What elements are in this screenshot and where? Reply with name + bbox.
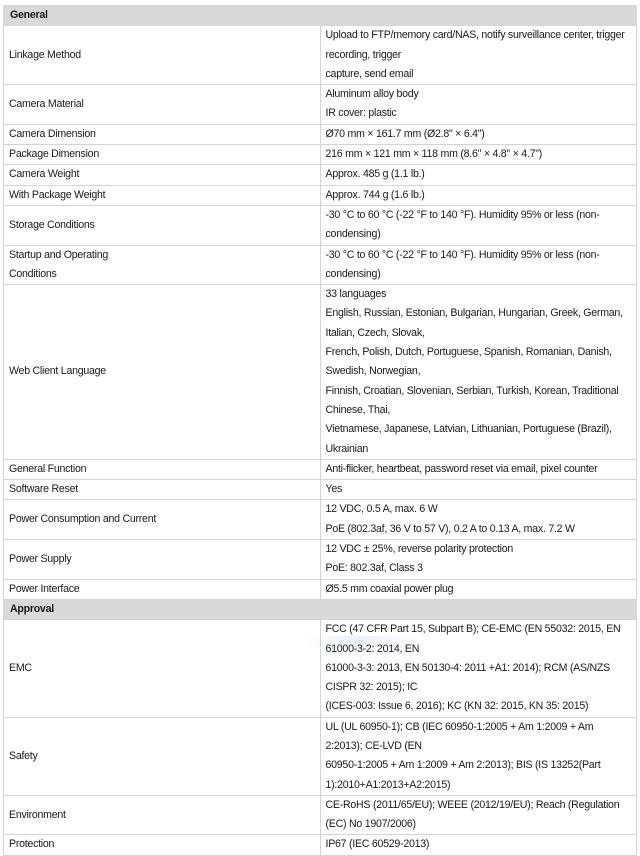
spec-row-web-client-language [4,285,637,460]
spec-label-line: Power Consumption and Current [9,513,157,526]
spec-value-line: Approx. 744 g (1.6 lb.) [325,188,425,201]
spec-row-environment [4,795,637,835]
spec-value [320,717,637,795]
spec-value-line: 1):2010+A1:2013+A2:2015) [325,778,451,791]
spec-value-line: French, Polish, Dutch, Portuguese, Spanish, Romanian, Danish, Swedish, Norwegian, [325,346,612,378]
spec-label-line: With Package Weight [9,188,106,201]
spec-value [320,245,637,285]
spec-label-line: Software Reset [9,483,78,496]
spec-value-line: 33 languages [325,288,387,301]
spec-value-line: Aluminum alloy body [325,88,419,101]
spec-value [320,459,637,479]
spec-value [320,579,637,599]
spec-value-line: (ICES-003: Issue 6, 2016); KC (KN 32: 2015, KN 35: 2015) [325,700,589,713]
spec-label [4,459,321,479]
spec-label-line: Linkage Method [9,48,81,61]
spec-label [4,245,321,285]
spec-label-line: Package Dimension [9,148,99,161]
spec-value-line: Upload to FTP/memory card/NAS, notify surveillance center, trigger recording, trigger [325,29,625,61]
spec-value-line: -30 °C to 60 °C (-22 °F to 140 °F). Humidity 95% or less (non-condensing) [325,208,600,241]
spec-row-startup-and-operating-conditions [4,245,637,285]
spec-label [4,285,321,460]
spec-row-camera-dimension [4,124,637,144]
spec-value [320,124,637,144]
spec-label-line: EMC [9,661,32,674]
spec-row-camera-material [4,85,637,125]
spec-value [320,795,637,835]
spec-value [320,285,637,460]
spec-label-line: Camera Dimension [9,127,96,140]
spec-value [320,620,637,717]
spec-value-line: FCC (47 CFR Part 15, Subpart B); CE-EMC (EN 55032: 2015, EN 61000-3-2: 2014, EN [325,623,621,655]
spec-label [4,145,321,165]
spec-row-power-consumption-and-current [4,500,637,540]
spec-row-linkage-method [4,26,637,85]
spec-value-line: Ø5.5 mm coaxial power plug [325,582,454,595]
spec-label-line: Conditions [9,267,57,280]
spec-value [320,185,637,205]
spec-label-line: Protection [9,838,55,851]
spec-label [4,540,321,580]
spec-label [4,26,321,85]
section-header-general [4,6,637,26]
spec-value [320,500,637,540]
section-title: General [4,6,637,26]
spec-value-line: capture, send email [325,67,414,80]
spec-value [320,835,637,855]
spec-row-software-reset [4,480,637,500]
spec-value [320,540,637,580]
spec-label-line: Environment [9,808,66,821]
spec-row-power-supply [4,540,637,580]
spec-row-storage-conditions [4,205,637,245]
spec-row-emc [4,620,637,717]
spec-value-line: 60950-1:2005 + Am 1:2009 + Am 2:2013); BIS (IS 13252(Part [325,759,601,772]
spec-label [4,717,321,795]
spec-value [320,205,637,245]
spec-row-protection [4,835,637,855]
spec-value-line: 216 mm × 121 mm × 118 mm (8.6" × 4.8" × 4.7") [325,148,543,161]
spec-row-with-package-weight [4,185,637,205]
section-title: Approval [4,599,637,619]
spec-value-line: 12 VDC, 0.5 A, max. 6 W [325,503,438,516]
spec-label-line: Power Supply [9,552,72,565]
spec-label [4,795,321,835]
spec-value-line: Anti-flicker, heartbeat, password reset via email, pixel counter [325,462,598,475]
spec-value-line: Yes [325,483,343,496]
spec-label [4,480,321,500]
spec-label [4,85,321,125]
spec-value [320,85,637,125]
spec-label-line: Power Interface [9,582,80,595]
spec-row-power-interface [4,579,637,599]
spec-label-line: Camera Weight [9,168,80,181]
spec-label [4,620,321,717]
spec-row-package-dimension [4,145,637,165]
spec-table [3,5,637,856]
section-header-approval [4,599,637,619]
spec-value-line: IP67 (IEC 60529-2013) [325,838,430,851]
spec-value [320,26,637,85]
spec-value-line: 61000-3-3: 2013, EN 50130-4: 2011 +A1: 2014); RCM (AS/NZS CISPR 32: 2015); IC [325,661,610,694]
spec-value-line: PoE: 802.3af, Class 3 [325,562,423,575]
spec-label-line: Startup and Operating [9,248,108,261]
spec-label [4,205,321,245]
spec-value-line: -30 °C to 60 °C (-22 °F to 140 °F). Humidity 95% or less (non-condensing) [325,248,600,280]
spec-value-line: Approx. 485 g (1.1 lb.) [325,168,425,181]
spec-row-general-function [4,459,637,479]
spec-value [320,165,637,185]
spec-value-line: Vietnamese, Japanese, Latvian, Lithuanian, Portuguese (Brazil), Ukrainian [325,423,612,455]
spec-label-line: General Function [9,462,87,475]
spec-label-line: Web Client Language [9,365,106,378]
spec-label-line: Camera Material [9,97,84,110]
spec-label [4,579,321,599]
spec-value-line: English, Russian, Estonian, Bulgarian, Hungarian, Greek, German, Italian, Czech, Slovak, [325,307,623,339]
spec-label [4,835,321,855]
spec-row-camera-weight [4,165,637,185]
spec-label-line: Safety [9,749,38,762]
spec-value-line: Ø70 mm × 161.7 mm (Ø2.8" × 6.4") [325,127,485,140]
spec-label [4,124,321,144]
spec-label [4,500,321,540]
spec-label-line: Storage Conditions [9,218,95,231]
spec-row-safety [4,717,637,795]
spec-value [320,145,637,165]
spec-value-line: IR cover: plastic [325,107,397,120]
spec-value-line: UL (UL 60950-1); CB (IEC 60950-1:2005 + Am 1:2009 + Am 2:2013); CE-LVD (EN [325,720,594,752]
spec-label [4,165,321,185]
spec-value [320,480,637,500]
spec-label [4,185,321,205]
spec-value-line: CE-RoHS (2011/65/EU); WEEE (2012/19/EU); Reach (Regulation (EC) No 1907/2006) [325,798,620,831]
spec-value-line: Finnish, Croatian, Slovenian, Serbian, Turkish, Korean, Traditional Chinese, Thai, [325,384,619,416]
spec-value-line: PoE (802.3af, 36 V to 57 V), 0.2 A to 0.13 A, max. 7.2 W [325,522,575,535]
spec-value-line: 12 VDC ± 25%, reverse polarity protection [325,543,514,556]
